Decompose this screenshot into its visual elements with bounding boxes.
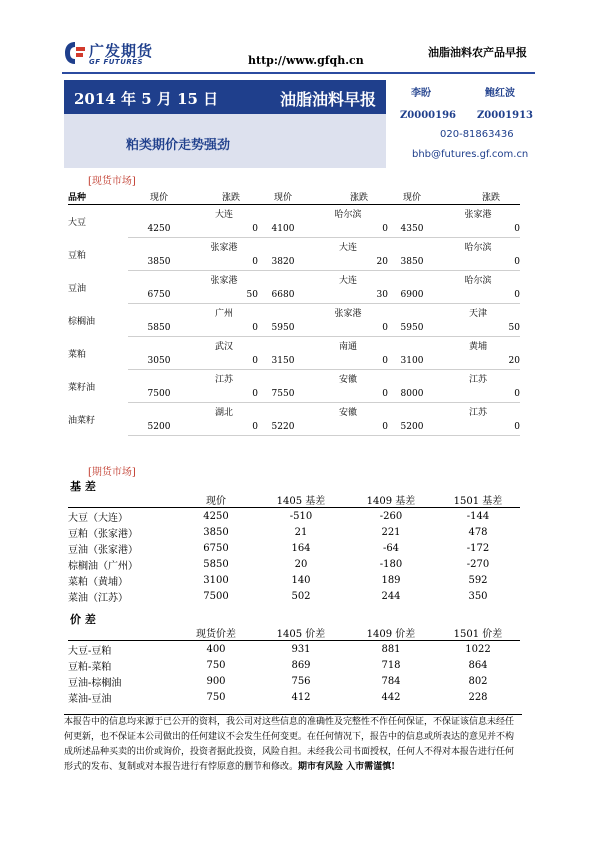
spot-price: 7500 [128,386,190,403]
market-location: 大连 [214,209,233,220]
spot-change: 20 [436,353,520,370]
author-id-1: Z0000196 [400,110,457,121]
basis-col-header: 现价 [176,492,256,508]
spot-row-location [68,205,520,222]
spot-change: 0 [308,419,388,436]
spot-change: 50 [190,287,258,304]
col-header-price-2: 现价 [258,189,308,205]
spot-price: 5220 [258,419,308,436]
table-row [68,673,520,689]
spot-row-values [68,287,520,304]
cell-value: 756 [291,675,311,687]
spot-change: 0 [190,353,258,370]
market-location: 黄埔 [468,341,487,352]
cell-value: 802 [468,675,488,687]
row-label: 豆油-棕榈油 [68,677,122,689]
market-location: 武汉 [214,341,233,352]
spot-price: 4250 [128,221,190,238]
spot-change: 0 [436,287,520,304]
logo-en-text: GF FUTURES [89,58,144,66]
market-location: 大连 [338,275,357,286]
cell-value: 869 [291,659,311,671]
spot-change: 0 [308,353,388,370]
spot-price: 5200 [388,419,436,436]
author-name-1: 李盼 [411,88,431,99]
market-location: 广州 [214,308,233,319]
cell-value: 7500 [203,590,229,602]
market-location: 张家港 [464,209,492,220]
cell-value: -510 [289,510,313,522]
author-id-2: Z0001913 [477,110,534,121]
spot-price: 5200 [128,419,190,436]
cell-value: 3100 [203,574,229,586]
basis-table [68,492,520,604]
table-row [68,524,520,540]
cell-value: 400 [206,643,226,655]
cell-value: 3850 [203,526,229,538]
risk-warning: 期市有风险 入市需谨慎! [298,762,396,772]
basis-col-header: 1409 基差 [346,492,436,508]
headline: 粕类期价走势强劲 [126,138,231,153]
col-header-change-3: 涨跌 [436,189,520,205]
spot-change: 0 [436,386,520,403]
cell-value: -64 [382,542,400,554]
market-location: 江苏 [214,374,233,385]
cell-value: -144 [466,510,490,522]
cell-value: 189 [381,574,401,586]
market-location: 张家港 [210,275,238,286]
cell-value: 4250 [203,510,229,522]
spread-section-title: 价 差 [70,613,96,626]
cell-value: 140 [291,574,311,586]
variety-name: 大豆 [68,217,87,228]
report-date: 2014 年 5 月 15 日 [74,90,219,108]
cell-value: 5850 [203,558,229,570]
row-label: 豆油（张家港） [68,544,138,556]
cell-value: 228 [468,691,488,703]
cell-value: 931 [291,643,311,655]
spot-change: 0 [436,221,520,238]
spot-market-label: [现货市场] [88,176,136,187]
cell-value: 900 [206,675,226,687]
table-row [68,508,520,525]
spot-row-values [68,254,520,271]
spot-row-values [68,353,520,370]
row-label: 菜粕（黄埔） [68,576,128,588]
col-header-price-1: 现价 [128,189,190,205]
spot-price: 5950 [388,320,436,337]
row-label: 棕榈油（广州） [68,560,138,572]
variety-name: 油菜籽 [68,415,96,426]
cell-value: 412 [291,691,311,703]
spot-change: 0 [190,221,258,238]
spot-change: 50 [436,320,520,337]
spread-header-row [68,625,520,641]
table-row [68,657,520,673]
spot-change: 0 [190,419,258,436]
variety-name: 豆粕 [68,250,87,261]
table-row [68,556,520,572]
spot-price: 3150 [258,353,308,370]
basis-col-header: 1501 基差 [436,492,520,508]
row-label: 大豆（大连） [68,512,128,524]
spread-table [68,625,520,705]
cell-value: -172 [466,542,490,554]
row-label: 菜油-豆油 [68,693,112,705]
spot-row-location [68,271,520,288]
basis-col-header: 1405 基差 [256,492,346,508]
cell-value: 750 [206,659,226,671]
spot-row-values [68,320,520,337]
spot-row-location [68,403,520,420]
cell-value: 6750 [203,542,229,554]
row-label: 菜油（江苏） [68,592,128,604]
row-label: 豆粕（张家港） [68,528,138,540]
market-location: 张家港 [210,242,238,253]
basis-section-title: 基 差 [70,480,96,493]
disclaimer [64,714,522,775]
cell-value: 750 [206,691,226,703]
spot-price: 3820 [258,254,308,271]
table-row [68,641,520,658]
report-series-name: 油脂油料农产品早报 [428,46,527,59]
header-divider [62,72,535,74]
market-location: 张家港 [334,308,362,319]
cell-value: 1022 [465,643,491,655]
spread-col-header: 1405 价差 [256,625,346,641]
banner-title-bar [64,80,386,114]
market-location: 大连 [338,242,357,253]
cell-value: 784 [381,675,401,687]
futures-market-label: [期货市场] [88,467,136,478]
spot-price: 6680 [258,287,308,304]
spot-row-values [68,386,520,403]
col-header-price-3: 现价 [388,189,436,205]
company-logo [64,40,174,70]
spot-price: 3850 [388,254,436,271]
table-row [68,588,520,604]
cell-value: 244 [381,590,401,602]
author-phone: 020-81863436 [440,129,514,140]
row-label: 豆粕-菜粕 [68,661,112,673]
spot-change: 0 [436,254,520,271]
spot-price: 4100 [258,221,308,238]
table-row [68,689,520,705]
spot-price: 4350 [388,221,436,238]
spot-price: 6750 [128,287,190,304]
variety-name: 棕榈油 [68,316,96,327]
cell-value: 442 [381,691,401,703]
market-location: 哈尔滨 [464,275,492,286]
spot-price: 3050 [128,353,190,370]
author-name-2: 鲍红波 [485,88,515,99]
spot-price: 3100 [388,353,436,370]
spread-col-header: 1409 价差 [346,625,436,641]
spot-price: 5850 [128,320,190,337]
cell-value: 881 [381,643,401,655]
cell-value: 221 [381,526,401,538]
website-link[interactable]: http://www.gfqh.cn [248,54,364,67]
market-location: 湖北 [214,407,233,418]
table-row [68,540,520,556]
spot-price: 5950 [258,320,308,337]
spot-market-table [68,189,520,436]
cell-value: 164 [291,542,311,554]
spread-col-header: 1501 价差 [436,625,520,641]
cell-value: 21 [294,526,308,538]
spot-change: 0 [308,221,388,238]
spread-col-header: 现货价差 [176,625,256,641]
cell-value: -180 [379,558,403,570]
cell-value: -260 [379,510,403,522]
market-location: 安徽 [338,407,357,418]
market-location: 江苏 [468,407,487,418]
cell-value: 864 [468,659,488,671]
table-row [68,572,520,588]
spot-change: 0 [190,386,258,403]
market-location: 安徽 [338,374,357,385]
market-location: 天津 [468,308,487,319]
spot-row-location [68,238,520,255]
spot-change: 30 [308,287,388,304]
cell-value: 350 [468,590,488,602]
spot-price: 6900 [388,287,436,304]
spot-header-row [68,189,520,205]
spot-row-location [68,304,520,321]
spot-price: 3850 [128,254,190,271]
spot-row-location [68,337,520,354]
spot-change: 0 [190,320,258,337]
cell-value: 592 [468,574,488,586]
spot-price: 7550 [258,386,308,403]
variety-name: 豆油 [68,283,87,294]
author-email[interactable]: bhb@futures.gf.com.cn [412,149,529,160]
market-location: 江苏 [468,374,487,385]
row-label: 大豆-豆粕 [68,645,112,657]
spot-change: 0 [190,254,258,271]
spot-row-values [68,221,520,238]
cell-value: 478 [468,526,488,538]
cell-value: 20 [294,558,308,570]
market-location: 哈尔滨 [334,209,362,220]
spot-change: 0 [308,386,388,403]
col-header-change-1: 涨跌 [190,189,258,205]
spot-row-values [68,419,520,436]
banner-headline-box [64,114,386,168]
variety-name: 菜籽油 [68,382,96,393]
cell-value: 718 [381,659,401,671]
market-location: 哈尔滨 [464,242,492,253]
spot-row-location [68,370,520,387]
logo-cn-text: 广发期货 [89,42,154,60]
cell-value: -270 [466,558,490,570]
spot-change: 0 [308,320,388,337]
basis-header-row [68,492,520,508]
variety-name: 菜粕 [68,349,87,360]
col-header-change-2: 涨跌 [308,189,388,205]
gf-logo-icon [64,40,86,66]
disclaimer-text: 本报告中的信息均来源于已公开的资料，我公司对这些信息的准确性及完整性不作任何保证，不保证该信息未经任何更新，也不保证本公司做出的任何建议不会发生任何变更。在任何情况下，报告中的信息或所表达的意见并不构成所述品种买卖的出价或询价，投资者据此投资，风险自担。未经我公司书面授权，任何人不得对本报告进行任何形式的发布、复制或对本报告进行有悖原意的删节和修改。 [64,717,515,772]
market-location: 南通 [338,341,357,352]
cell-value: 502 [291,590,311,602]
col-header-variety: 品种 [68,189,128,205]
spot-price: 8000 [388,386,436,403]
spot-change: 20 [308,254,388,271]
spot-change: 0 [436,419,520,436]
report-title: 油脂油料早报 [279,90,376,109]
